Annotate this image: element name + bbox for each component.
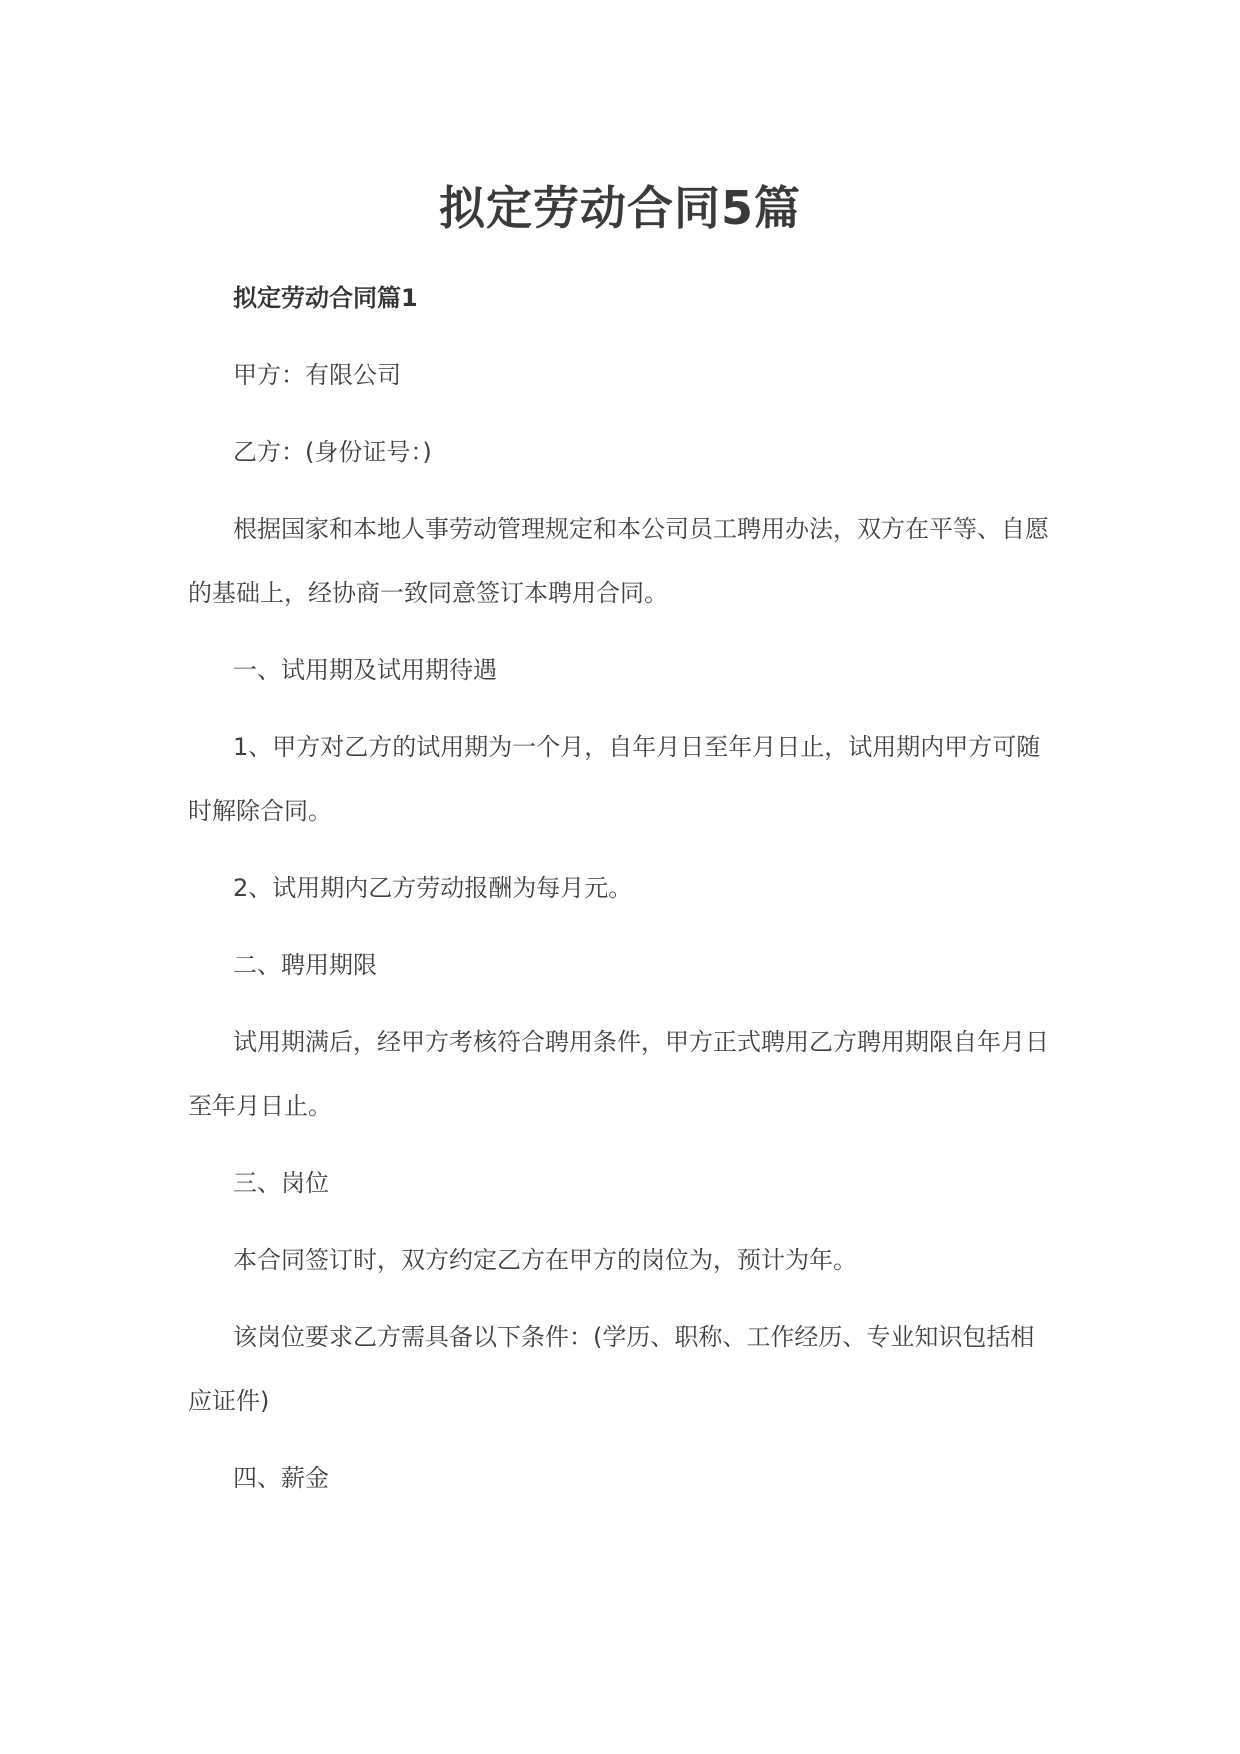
- clause-4-heading: 四、薪金: [233, 1464, 329, 1492]
- clause-3-requirements: 该岗位要求乙方需具备以下条件：(学历、职称、工作经历、专业知识包括相应证件): [188, 1323, 1035, 1415]
- clause-1-item-1: 1、甲方对乙方的试用期为一个月，自年月日至年月日止，试用期内甲方可随时解除合同。: [188, 733, 1041, 825]
- section-heading: 拟定劳动合同篇1: [233, 284, 418, 312]
- clause-2-heading: 二、聘用期限: [233, 951, 377, 979]
- party-b-line: 乙方：(身份证号：): [233, 438, 432, 466]
- clause-1-item-2: 2、试用期内乙方劳动报酬为每月元。: [233, 874, 633, 902]
- clause-3-body: 本合同签订时，双方约定乙方在甲方的岗位为，预计为年。: [233, 1246, 857, 1274]
- document-body: [188, 266, 1058, 1523]
- document-title: 拟定劳动合同5篇: [438, 181, 801, 235]
- party-a-line: 甲方：有限公司: [233, 361, 401, 389]
- preamble-paragraph: 根据国家和本地人事劳动管理规定和本公司员工聘用办法，双方在平等、自愿的基础上，经协商一致同意签订本聘用合同。: [188, 515, 1049, 607]
- clause-3-heading: 三、岗位: [233, 1169, 329, 1197]
- clause-1-heading: 一、试用期及试用期待遇: [233, 656, 497, 684]
- clause-2-body: 试用期满后，经甲方考核符合聘用条件，甲方正式聘用乙方聘用期限自年月日至年月日止。: [188, 1028, 1049, 1120]
